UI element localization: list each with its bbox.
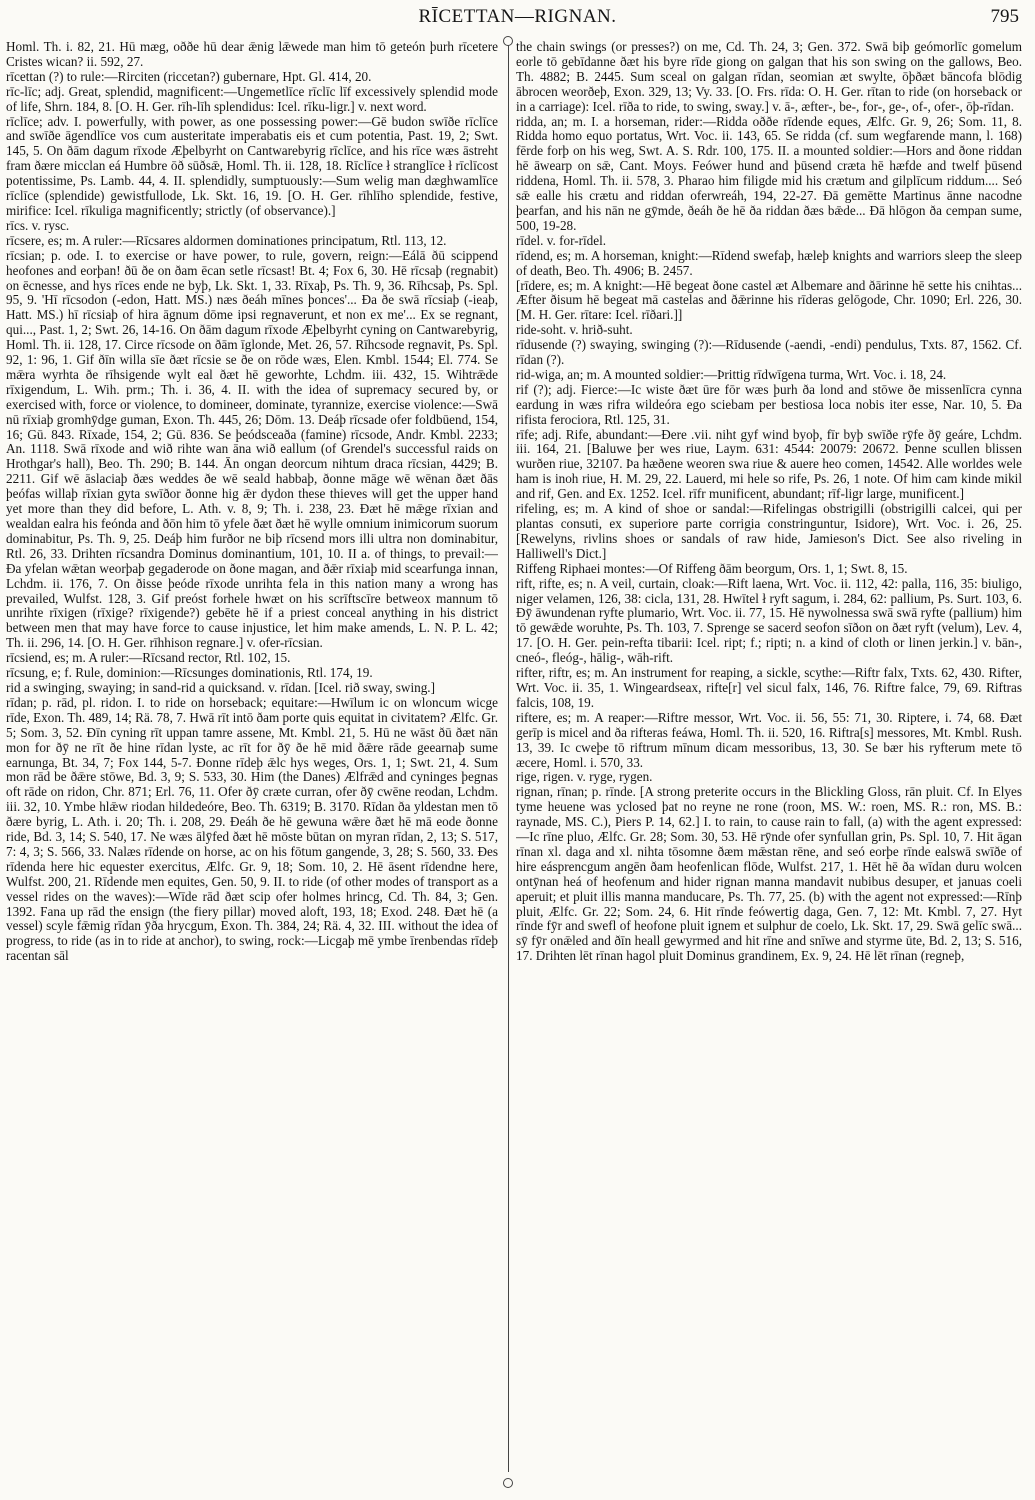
entry-paragraph: Homl. Th. i. 82, 21. Hū mæg, oððe hū dear ǣnig lǣwede man him tō geteón þurh rīcetere Cristes wican? ii. 592, 27. [6, 40, 498, 69]
entry-ridda: ridda, an; m. I. a horseman, rider:—Ridda oððe rīdende eques, Ælfc. Gr. 9, 26; Som. 11, 8. Ridda homo equo portatus, Wrt. Voc. ii. 143, 65. Se ridda (cf. sum wegfarende mann, l. 168) fērde forþ on his weg, Swt. A. S. Rdr. 100, 175. II. a mounted soldier:—Hors and ðone riddan hē āwearp on sǣ, Cant. Moys. Feówer hund and þūsend cræta hē hæfde and twelf þūsend riddena, Homl. Th. ii. 578, 3. Pharao him filigde mid his crætum and gilplīcum riddum.... Seó sǣ ealle his crætu and riddan oferwreáh, 194, 22-27. Ðā gemētte Martinus ānne nacodne þearfan, and his nān ne gȳmde, ðeáh ðe hē ða riddan ðæs bǣde... Ðā hlōgon ða cempan sume, 500, 19-28. [516, 113, 1022, 233]
entry-rid: rid a swinging, swaying; in sand-rid a quicksand. v. rīdan. [Icel. rið sway, swing.] [6, 679, 435, 695]
entry-rifter: rifter, riftr, es; m. An instrument for reaping, a sickle, scythe:—Riftr falx, Txts. 62, 430. Rifter, Wrt. Voc. ii. 35, 1. Wingeardseax, rifte[r] vel sicul falx, 146, 76. Riftre falce, 79, 69. Riftras falcis, 108, 19. [516, 665, 1022, 710]
entry-ridan: rīdan; p. rād, pl. ridon. I. to ride on horseback; equitare:—Hwīlum ic on wloncum wicge rīde, Exon. Th. 489, 14; Rä. 78, 7. Hwā rīt intō ðam porte quis equitat in civitatem? Ælfc. Gr. 5; Som. 3, 52. Ðīn cyning rīt uppan tamre assene, Mt. Kmbl. 21, 5. Hū ne wāst ðū ðæt nān mon for ðȳ ne rīt ðe hine rīdan lyste, ac rīt for ðȳ ðe hē mid ðǣre rāde geearnaþ sume earnunga, Bt. 34, 7; Fox 144, 5-7. Ðonne rīdeþ ǣlc hys weges, Ors. 1, 1; Swt. 21, 4. Sum mon rād be ðǣre stōwe, Bd. 3, 9; S. 533, 30. Him (the Danes) Ælfrǣd and cyninges þegnas oft rāde on ridon, Chr. 871; Erl. 76, 11. Ofer ðȳ cræte curran, ofer ðȳ cwēne reodan, Lchdm. iii. 32, 10. Ymbe hlǣw riodan hildedeóre, Beo. Th. 6319; B. 3170. Rīdan ða yldestan men tō ðære byrig, L. Ath. i. 20; Th. i. 208, 29. Ðeáh ðe hē gewuna wǣre ðæt hē mā eode ðonne ride, Bd. 3, 14; S. 540, 17. Ne wæs ālȳfed ðæt hē mōste būtan on myran rīdan, 2, 13; S. 517, 7: 4, 3; S. 566, 33. Nalæs rīdende on horse, ac on his fōtum gangende, 3, 28; S. 560, 33. Ðes rīdenda here hic equester exercitus, Ælfc. Gr. 9, 18; Som. 10, 2. Hē āsent rīdendne here, Wulfst. 200, 21. Rīdende men equites, Gen. 50, 9. II. to ride (of other modes of transport as a vessel rides on the waves):—Wīde rād ðæt scip ofer holmes hrincg, Cd. Th. 84, 3; Gen. 1392. Fana up rād the ensign (the fiery pillar) moved aloft, 193, 18; Exod. 248. Ðæt hē (a vessel) scyle fǣmig rīdan ȳða hrycgum, Exon. Th. 384, 24; Rä. 4, 32. III. without the idea of progress, to ride (as in to ride at anchor), to swing, rock:—Licgaþ mē ymbe īrenbendas rīdeþ racentan sāl [6, 694, 498, 964]
entry-rift: rift, rifte, es; n. A veil, curtain, cloak:—Rift laena, Wrt. Voc. ii. 112, 42: palla, 116, 35: biuligo, niger velamen, 126, 38: cicla, 131, 28. Hwītel ł ryft sagum, i. 284, 62: pallium, Ps. Surt. 103, 6. Ðȳ āwundenan ryfte plumario, Wrt. Voc. ii. 77, 15. Hē nywolnessa swā swā ryfte (pallium) him tō gewǣde woruhte, Ps. Th. 103, 7. Sprenge se sacerd seofon sīðon on ðæt ryft (velum), Lev. 4, 17. [O. H. Ger. pein-refta tibarii: Icel. ript; f.; ripti; n. a kind of cloth or linen jerkin.] v. bān-, cneó-, fleóg-, hālig-, wāh-rift. [516, 575, 1022, 666]
entry-ricsian: rīcsian; p. ode. I. to exercise or have power, to rule, govern, reign:—Eálā ðū scippend heofones and eorþan! ðū ðe on ðam ēcan setle rīcsast! Bt. 4; Fox 6, 30. Hē rīcsaþ (regnabit) on ēcnesse, and hys rīces ende ne byþ, Lk. Skt. 1, 33. Rīxaþ, Ps. Th. 9, 36. Rīhcsaþ, Ps. Spl. 95, 9. 'Hī rīcsodon (-edon, Hatt. MS.) næs ðeáh mīnes þonces'... Ða ðe swā rīcsiaþ (-ieaþ, Hatt. MS.) hī rīcsiaþ of hira āgnum dōme ipsi regnaverunt, et non ex me'... Ex se regnant, qui..., Past. 1, 2; Swt. 26, 14-16. On ðām dagum rīxode Æþelbyrht cyning on Cantwarebyrig, Homl. Th. ii. 128, 17. Circe rīcsode on ðām īglonde, Met. 26, 57. Rīhcsode regnavit, Ps. Spl. 92, 1: 96, 1. Gif ðīn willa sīe ðæt rīcsie se ðe on rōde wæs, Elen. Kmbl. 1544; El. 774. Se mǣra wyrhta ðe rīhsigende wylt eal ðæt hē geworhte, Lchdm. iii. 432, 15. Wihtrǣde rīxigendum, L. Wih. prm.; Th. i. 36, 4. II. with the idea of supremacy secured by, or exercised with, force or violence, to domineer, dominate, tyrannize, exercise violence:—Swā nū rīxiaþ gromhȳdge guman, Exon. Th. 445, 26; Dōm. 13. Deáþ rīcsade ofer foldbūend, 154, 16; Gū. 843. Rīxade, 154, 2; Gū. 836. Se þeódsceaða (famine) rīcsode, Andr. Kmbl. 2233; An. 1118. Swā rīxode and wið rihte wan āna wið eallum (of Grendel's successful raids on Hrothgar's hall), Beo. Th. 290; B. 144. Ān ongan deorcum nihtum draca rīcsian, 4429; B. 2211. Gif wē āslaciaþ ðæs weddes ðe wē seald habbaþ, ðonne māge wē wēnan ðæt ðās þeófas willaþ rīxian gyta swīðor ðonne hig ǣr dydon these thieves will get the upper hand yet more than they did before, L. Ath. v. 8, 9; Th. i. 238, 23. Ðæt hē mǣge rīxian and wealdan ealra his feónda and ðōn him tō yfele ðæt ðæt hē wylle omnium inimicorum suorum dominabitur, Ps. Th. 9, 25. Deáþ him furðor ne biþ rīcsend mors illi ultra non dominabitur, Rtl. 26, 33. Drihten rīcsandra Dominus dominantium, 101, 10. II a. of things, to prevail:—Ða yfelan wǣtan weorþaþ gegaderode on ðone magan, and ðǣr rīxiaþ mid scearfunga innan, Lchdm. ii. 176, 7. On ðisse þeóde rīxode unrihta fela in this nation many a wrong has prevailed, Wulfst. 128, 3. Gif preóst forhele hwæt on his scrīftscīre betweox mannum tō unrihte rīxigen (rīxige? rīxigende?) gebēte hē if a priest conceal anything in his district between men that may have force to cause injustice, let him make amends, L. N. P. L. 42; Th. ii. 296, 14. [O. H. Ger. rīhhison regnare.] v. ofer-rīcsian. [6, 247, 498, 651]
entry-ridend: rīdend, es; m. A horseman, knight:—Rīdend swefaþ, hæleþ knights and warriors sleep the sleep of death, Beo. Th. 4906; B. 2457. [516, 247, 1022, 278]
entry-riclice: rīclīce; adv. I. powerfully, with power, as one possessing power:—Gē budon swīðe rīclīce and swīðe āgendlīce vos cum austeritate imperabatis eis et cum potentia, Past. 19, 2; Swt. 145, 5. On ðām dagum rīxode Æþelbyrht on Cantwarebyrig rīclīce, and his rīce wæs āstreht fram ðære micclan eá Humbre ōð sūðsǣ, Homl. Th. ii. 128, 18. Rīclīce ł stranglīce ł rīclīcost potentissime, Ps. Lamb. 44, 4. II. splendidly, sumptuously:—Sum welig man dæghwamlīce rīclīce (splendide) gewistfullode, Lk. Skt. 16, 19. [O. H. Ger. rīhlīho splendide, festive, mirifice: Icel. rīkuliga magnificently; strictly (of observance).] [6, 113, 498, 218]
binding-mark-bottom-icon [503, 1478, 513, 1488]
entry-rige: rige, rigen. v. ryge, rygen. [516, 769, 653, 785]
left-column [6, 40, 498, 1470]
entry-ride-soht: ride-soht. v. hrið-suht. [516, 322, 633, 338]
entry-rife: rīfe; adj. Rife, abundant:—Ðere .vii. niht gyf wind byoþ, fīr byþ swīðe rȳfe ðȳ geáre, Lchdm. iii. 164, 21. [Baluwe þer wes riue, Laym. 631: 4544: 20079: 20672. Þenne scullen blissen wurðen riue, 32107. Þa hæðene weoren swa riue & auere heo comen, 14542. Alle worldes wele ham is inoh riue, H. M. 29, 22. Lauerd, mi hele so rife, Ps. 26, 1 note. Of him cam kinde mikil and rif, Gen. and Ex. 1252. Icel. rīfr munificent, abundant; rīf-ligr large, munificent.] [516, 426, 1022, 502]
page-title: RĪCETTAN—RIGNAN. [418, 6, 617, 27]
entry-rif: rif (?); adj. Fierce:—Ic wiste ðæt ūre fōr wæs þurh ða lond and stōwe ðe missenlīcra cynna eardung in wæs rifra wildeóra ego sciebam per bestiosa loca nobis iter esse, Nar. 10, 5. Ða rifista ferociora, Rtl. 125, 31. [516, 381, 1022, 427]
entry-rifeling: rifeling, es; m. A kind of shoe or sandal:—Rifelingas obstrigilli (obstrigilli calcei, qui per plantas consuti, ex superiore parte corrigia constringuntur, Isidore), Wrt. Voc. i. 26, 25. [Rewelyns, rivlins shoes or sandals of raw hide, Jamieson's Dict. See also riveling in Halliwell's Dict.] [516, 501, 1022, 561]
entry-riffeng: Riffeng Riphaei montes:—Of Riffeng ðām beorgum, Ors. 1, 1; Swt. 8, 15. [516, 560, 908, 576]
entry-ridusende: rīdusende (?) swaying, swinging (?):—Rīdusende (-aendi, -endi) pendulus, Txts. 87, 1562. Cf. rīdan (?). [516, 337, 1022, 368]
entry-ridel: rīdel. v. for-rīdel. [516, 232, 607, 248]
entry-ridere: [rīdere, es; m. A knight:—Hē begeat ðone castel æt Albemare and ðārinne hē sette his cnihtas... Æfter ðisum hē begeat mā castelas and ðǣrinne his rīderas gelōgode, Chr. 1090; Erl. 226, 30. [M. H. Ger. rītare: Icel. rīðari.]] [516, 277, 1022, 323]
entry-ricsung: rīcsung, e; f. Rule, dominion:—Rīcsunges dominationis, Rtl. 174, 19. [6, 665, 373, 681]
entry-ricsere: rīcsere, es; m. A ruler:—Rīcsares aldormen dominationes principatum, Rtl. 113, 12. [6, 232, 447, 248]
entry-rid-wiga: rid-wiga, an; m. A mounted soldier:—Þrittig rīdwīgena turma, Wrt. Voc. i. 18, 24. [516, 366, 947, 382]
entry-rignan: rignan, rīnan; p. rīnde. [A strong preterite occurs in the Blickling Gloss, rān pluit. Cf. In Elyes tyme heuene was yclosed þat no reyne ne rone (roon, MS. W.: roen, MS. R.: ron, MS. B.: raynade, MS. C.), Piers P. 14, 62.] I. to rain, to cause rain to fall, (a) with the agent expressed:—Ic rīne pluo, Ælfc. Gr. 28; Som. 30, 53. Hē rȳnde ofer synfullan grin, Ps. Spl. 10, 7. Hit āgan rīnan xl. daga and xl. nihta tōsomne ðæm mǣstan rēne, and seó eorþe rīnde ealswā swīðe of hire eásprencgum angēn ðam heofenlican flōde, Wulfst. 217, 1. Hēt hē ða wīdan duru wolcen ontȳnan heá of heofenum and hider rignan manna mandavit nubibus desuper, et januas coeli aperuit; et pluit illis manna manducare, Ps. Th. 77, 25. (b) with the agent not expressed:—Rīnþ pluit, Ælfc. Gr. 22; Som. 24, 6. Hit rīnde feówertig daga, Gen. 7, 12: Mt. Kmbl. 7, 27. Hyt rīnde fȳr and swefl of heofone pluit ignem et sulphur de coelo, Lk. Skt. 17, 29. Swā gelīc swā... sȳ fȳr onǣled and ðīn heall gewyrmed and hit rīne and snīwe and styrme ūte, Bd. 2, 13; S. 516, 17. Drihten lēt rīnan hagol pluit Dominus grandinem, Ex. 9, 24. Hē lēt rīnan (regneþ, [516, 784, 1022, 964]
entry-ricettan: rīcettan (?) to rule:—Rirciten (riccetan?) gubernare, Hpt. Gl. 414, 20. [6, 68, 372, 84]
binding-mark-top-icon [503, 36, 513, 46]
column-divider [508, 42, 509, 1472]
entry-riftere: riftere, es; m. A reaper:—Riftre messor, Wrt. Voc. ii. 56, 55: 71, 30. Riptere, i. 74, 68. Ðæt gerīp is micel and ða rifteras feáwa, Homl. Th. ii. 520, 16. Riftra[s] messores, Mt. Kmbl. Rush. 13, 39. Ic cweþe tō riftrum mīnum dicam messoribus, 13, 30. Se bær his ryfterum mete tō æcere, Homl. i. 570, 33. [516, 709, 1022, 770]
entry-ricsiend: rīcsiend, es; m. A ruler:—Rīcsand rector, Rtl. 102, 15. [6, 650, 291, 666]
page-number: 795 [990, 6, 1019, 27]
entry-riclic: rīc-līc; adj. Great, splendid, magnificent:—Ungemetlīce rīclīc līf excessively splendid mode of life, Shrn. 184, 8. [O. H. Ger. rīh-līh splendidus: Icel. rīku-ligr.] v. next word. [6, 83, 498, 114]
running-header [0, 6, 1035, 32]
entry-rics: rīcs. v. rysc. [6, 217, 70, 233]
right-column [516, 40, 1022, 1470]
entry-paragraph: the chain swings (or presses?) on me, Cd. Th. 24, 3; Gen. 372. Swā biþ geómorlīc gomelum eorle tō gebīdanne ðæt his byre rīde giong on galgan that his son swing on the gallows, Beo. Th. 4882; B. 2445. Sum sceal on galgan rīdan, seomian æt swylte, ōþðæt bāncofa blōdig ābrocen weorðeþ, Exon. 329, 13; Vy. 33. [O. Frs. rīda: O. H. Ger. rītan to ride (on horseback or in a carriage): Icel. rīða to ride, to swing, sway.] v. ā-, æfter-, be-, for-, ge-, of-, ofer-, ōþ-rīdan. [516, 40, 1022, 114]
